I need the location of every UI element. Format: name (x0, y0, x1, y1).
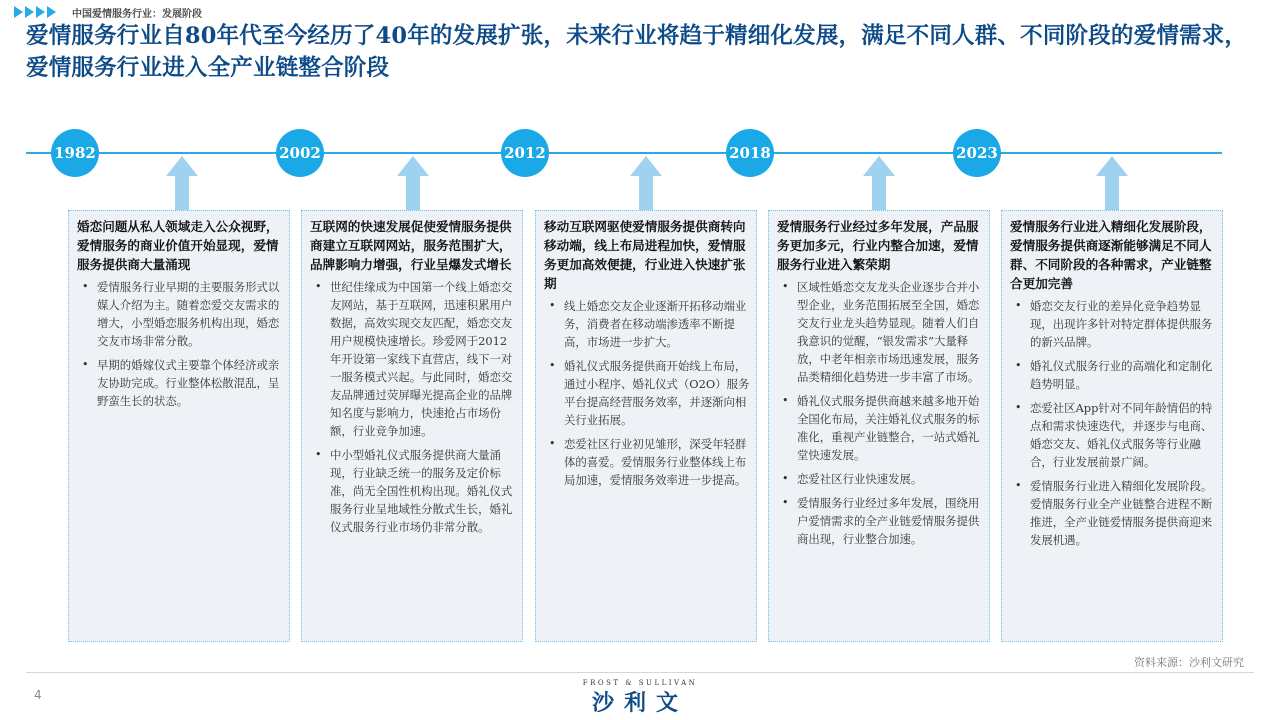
page-title: 爱情服务行业自80年代至今经历了40年的发展扩张，未来行业将趋于精细化发展，满足不同人群、不同阶段的爱情需求，爱情服务行业进入全产业链整合阶段 (26, 23, 1248, 81)
list-item: • 恋爱社区行业快速发展。 (777, 470, 983, 488)
year-marker-1982: 1982 (51, 129, 99, 177)
source-note: 资料来源：沙利文研究 (1134, 656, 1244, 669)
header-chevrons-icon (14, 6, 58, 18)
stage-card-2002 (301, 210, 523, 642)
stage-card-2018 (768, 210, 990, 642)
list-item: • 恋爱社区行业初见雏形，深受年轻群体的喜爱。爱情服务行业整体线上布局加速，爱情服务效率进一步提高。 (544, 435, 750, 489)
stage-card-2012 (535, 210, 757, 642)
year-marker-2012: 2012 (501, 129, 549, 177)
list-item: • 爱情服务行业经过多年发展，围绕用户爱情需求的全产业链爱情服务提供商出现，行业整合加速。 (777, 494, 983, 548)
list-item: • 中小型婚礼仪式服务提供商大量涌现，行业缺乏统一的服务及定价标准，尚无全国性机构出现。婚礼仪式服务行业呈地域性分散式生长，婚礼仪式服务行业市场仍非常分散。 (310, 446, 516, 536)
list-item: • 爱情服务行业早期的主要服务形式以媒人介绍为主。随着恋爱交友需求的增大，小型婚恋服务机构出现，婚恋交友市场非常分散。 (77, 278, 283, 350)
card-heading: 移动互联网驱使爱情服务提供商转向移动端，线上布局进程加快，爱情服务更加高效便捷，行业进入快速扩张期 (544, 219, 746, 291)
card-heading: 互联网的快速发展促使爱情服务提供商建立互联网网站，服务范围扩大，品牌影响力增强，行业呈爆发式增长 (310, 219, 512, 272)
card-heading: 爱情服务行业进入精细化发展阶段，爱情服务提供商逐渐能够满足不同人群、不同阶段的各种需求，产业链整合更加完善 (1010, 219, 1212, 291)
list-item: • 区域性婚恋交友龙头企业逐步合并小型企业，业务范围拓展至全国，婚恋交友行业龙头趋势显现。随着人们自我意识的觉醒，“银发需求”大量释放，中老年相亲市场迅速发展，服务品类精细化趋势进一步丰富了市场。 (777, 278, 983, 386)
list-item: • 线上婚恋交友企业逐渐开拓移动端业务，消费者在移动端渗透率不断提高，市场进一步扩大。 (544, 297, 750, 351)
list-item: • 恋爱社区App针对不同年龄情侣的特点和需求快速迭代，并逐步与电商、婚恋交友、婚礼仪式服务等行业融合，行业发展前景广阔。 (1010, 399, 1216, 471)
card-heading: 爱情服务行业经过多年发展，产品服务更加多元，行业内整合加速，爱情服务行业进入繁荣期 (777, 219, 979, 272)
list-item: • 爱情服务行业进入精细化发展阶段。爱情服务行业全产业链整合进程不断推进，全产业链爱情服务提供商迎来发展机遇。 (1010, 477, 1216, 549)
logo-wordmark-cn: 沙利文 (591, 691, 688, 716)
up-arrow-icon (630, 156, 662, 210)
up-arrow-icon (397, 156, 429, 210)
up-arrow-icon (863, 156, 895, 210)
list-item: • 婚恋交友行业的差异化竞争趋势显现，出现许多针对特定群体提供服务的新兴品牌。 (1010, 297, 1216, 351)
up-arrow-icon (1096, 156, 1128, 210)
year-marker-2002: 2002 (276, 129, 324, 177)
logo-wordmark-en: FROST & SULLIVAN (582, 679, 698, 687)
stage-card-2023 (1001, 210, 1223, 642)
list-item: • 婚礼仪式服务行业的高端化和定制化趋势明显。 (1010, 357, 1216, 393)
card-heading: 婚恋问题从私人领域走入公众视野，爱情服务的商业价值开始显现，爱情服务提供商大量涌现 (77, 219, 279, 272)
bullet-list (777, 278, 983, 548)
bullet-list (310, 278, 516, 536)
list-item: • 世纪佳缘成为中国第一个线上婚恋交友网站，基于互联网，迅速积累用户数据，高效实现交友匹配，婚恋交友用户规模快速增长。珍爱网于2012年开设第一家线下直营店，线下一对一服务模式兴起。与此同时，婚恋交友品牌通过荧屏曝光提高企业的品牌知名度与影响力，快速抢占市场份额，行业竞争加速。 (310, 278, 516, 440)
section-label: 中国爱情服务行业：发展阶段 (72, 9, 202, 20)
up-arrow-icon (166, 156, 198, 210)
bullet-list (77, 278, 283, 410)
bullet-list (544, 297, 750, 489)
year-marker-2018: 2018 (726, 129, 774, 177)
footer-divider (26, 672, 1254, 673)
stage-card-1982 (68, 210, 290, 642)
year-marker-2023: 2023 (953, 129, 1001, 177)
list-item: • 早期的婚嫁仪式主要靠个体经济或亲友协助完成。行业整体松散混乱，呈野蛮生长的状态。 (77, 356, 283, 410)
list-item: • 婚礼仪式服务提供商开始线上布局，通过小程序、婚礼仪式（O2O）服务平台提高经营服务效率，并逐渐向相关行业拓展。 (544, 357, 750, 429)
page-number: 4 (34, 688, 42, 702)
list-item: • 婚礼仪式服务提供商越来越多地开始全国化布局，关注婚礼仪式服务的标准化，重视产业链整合，一站式婚礼堂快速发展。 (777, 392, 983, 464)
timeline-line (26, 152, 1222, 154)
bullet-list (1010, 297, 1216, 549)
